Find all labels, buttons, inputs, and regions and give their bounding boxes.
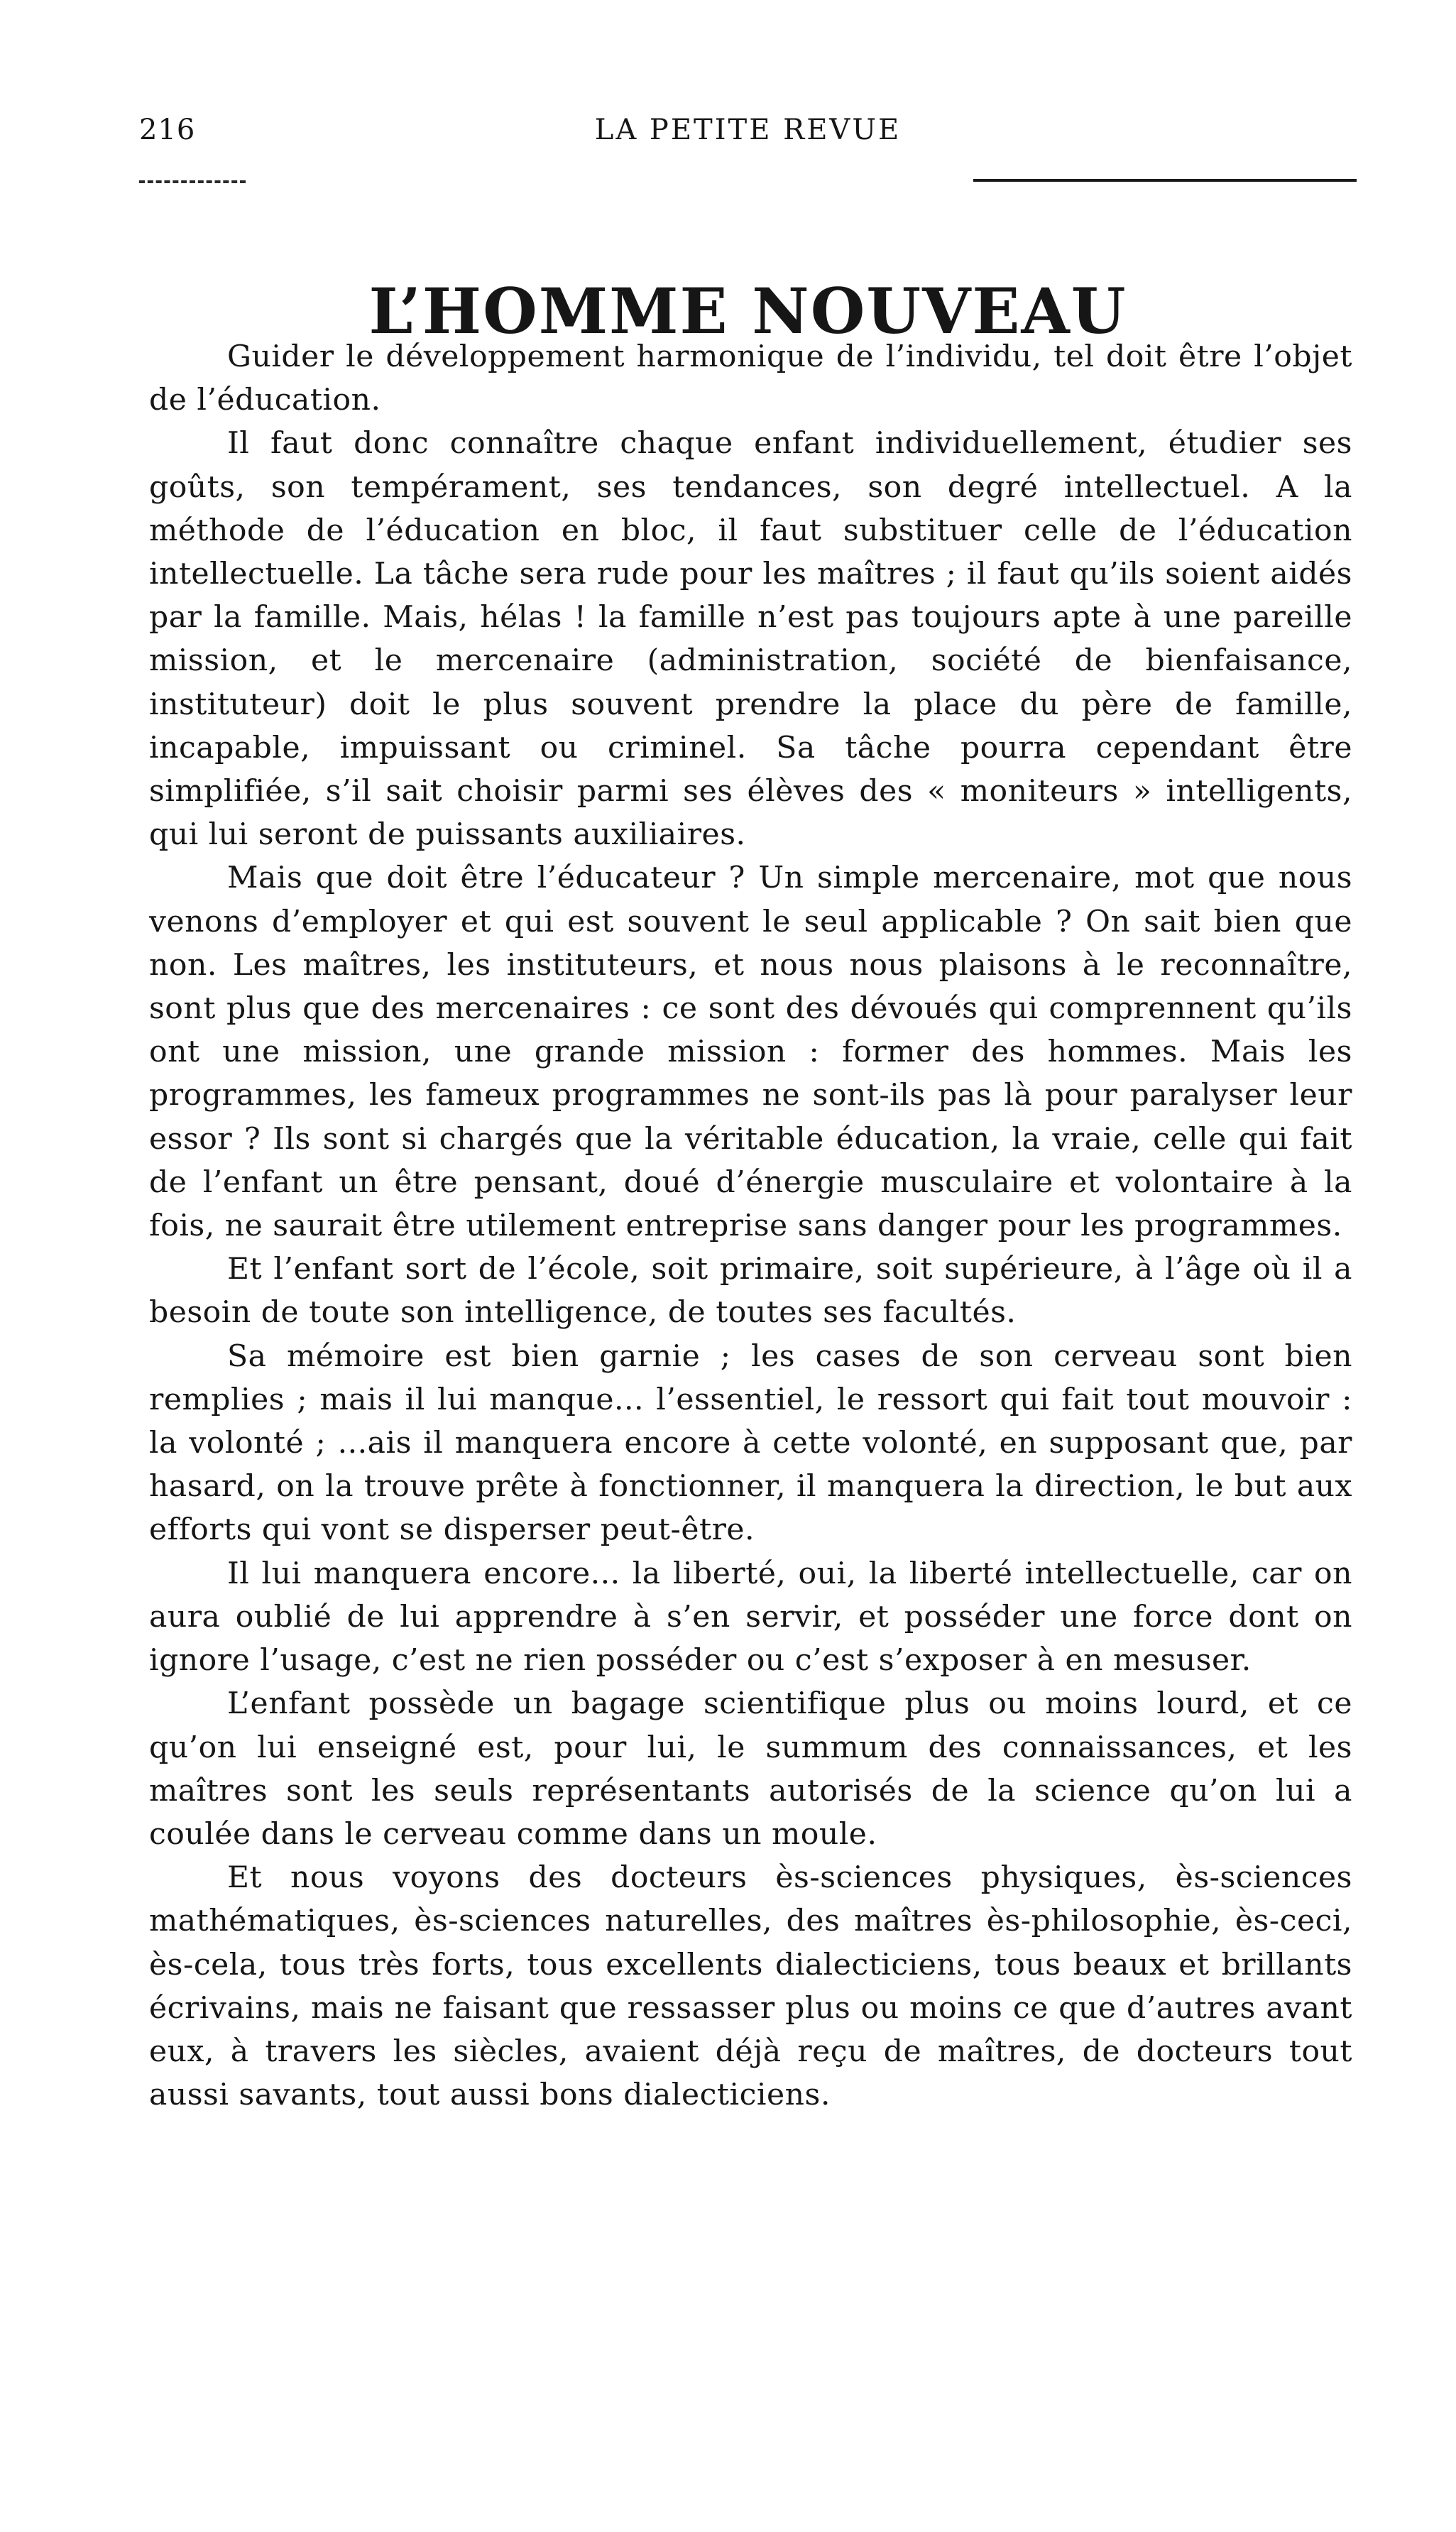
paragraph: Et nous voyons des docteurs ès-sciences physiques, ès-sciences mathématiques, ès-sciences naturelles, des maîtres ès-philosophie, ès-ceci, ès-cela, tous très forts, tous excellents dialecticiens, tous beaux et brillants écrivains, mais ne faisant que ressasser plus ou moins ce que d’autres avant eux, à travers les siècles, avaient déjà reçu de maîtres, de docteurs tout aussi savants, tout aussi bons dialecticiens.: [149, 1860, 1352, 2113]
article-title: L’HOMME NOUVEAU: [368, 273, 1127, 348]
paragraph: L’enfant possède un bagage scientifique plus ou moins lourd, et ce qu’on lui enseigné est, pour lui, le summum des connaissances, et les maîtres sont les seuls représentants autorisés de la science qu’on lui a coulée dans le cerveau comme dans un moule.: [149, 1686, 1352, 1852]
paragraph: Il lui manquera encore... la liberté, oui, la liberté intellectuelle, car on aura oublié de lui apprendre à s’en servir, et posséder une force dont on ignore l’usage, c’est ne rien posséder ou c’est s’exposer à en mesuser.: [149, 1556, 1352, 1679]
running-title: LA PETITE REVUE: [594, 114, 902, 146]
paragraph: Guider le développement harmonique de l’individu, tel doit être l’objet de l’éducation.: [149, 339, 1352, 418]
paragraph: Et l’enfant sort de l’école, soit primaire, soit supérieure, à l’âge où il a besoin de toute son intelligence, de toutes ses facultés.: [149, 1252, 1352, 1331]
header-rule-left: [139, 180, 246, 183]
article-body: [149, 335, 1352, 2117]
paragraph: Sa mémoire est bien garnie ; les cases de son cerveau sont bien remplies ; mais il lui manque... l’essentiel, le ressort qui fait tout mouvoir : la volonté ; ...ais il manquera encore à cette volonté, en supposant que, par hasard, on la trouve prête à fonctionner, il manquera la direction, le but aux efforts qui vont se disperser peut-être.: [149, 1338, 1352, 1548]
paragraph: Mais que doit être l’éducateur ? Un simple mercenaire, mot que nous venons d’employer et qui est souvent le seul applicable ? On sait bien que non. Les maîtres, les instituteurs, et nous nous plaisons à le reconnaître, sont plus que des mercenaires : ce sont des dévoués qui comprennent qu’ils ont une mission, une grande mission : former des hommes. Mais les programmes, les fameux programmes ne sont-ils pas là pour paralyser leur essor ? Ils sont si chargés que la véritable éducation, la vraie, celle qui fait de l’enfant un être pensant, doué d’énergie musculaire et volontaire à la fois, ne saurait être utilement entreprise sans danger pour les programmes.: [149, 861, 1352, 1244]
header-rule: [139, 172, 1357, 186]
header-rule-right: [973, 179, 1357, 182]
page-number: 216: [139, 114, 196, 146]
paragraph: Il faut donc connaître chaque enfant individuellement, étudier ses goûts, son tempérament, ses tendances, son degré intellectuel. A la méthode de l’éducation en bloc, il faut substituer celle de l’éducation intellectuelle. La tâche sera rude pour les maîtres ; il faut qu’ils soient aidés par la famille. Mais, hélas ! la famille n’est pas toujours apte à une pareille mission, et le mercenaire (administration, société de bienfaisance, instituteur) doit le plus souvent prendre la place du père de famille, incapable, impuissant ou criminel. Sa tâche pourra cependant être simplifiée, s’il sait choisir parmi ses élèves des « moniteurs » intelligents, qui lui seront de puissants auxiliaires.: [149, 426, 1352, 853]
running-head: [139, 114, 1357, 156]
